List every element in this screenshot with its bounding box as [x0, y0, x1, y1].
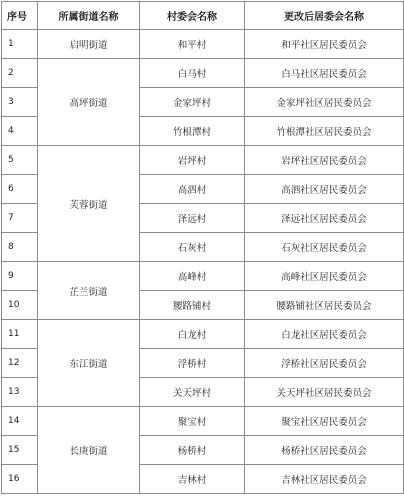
row-index: 12 [2, 349, 38, 378]
table-row [2, 262, 404, 291]
row-index: 5 [2, 146, 38, 175]
table-row [2, 30, 404, 59]
village-name: 腰路铺村 [140, 291, 245, 320]
row-index: 2 [2, 59, 38, 88]
row-index: 8 [2, 233, 38, 262]
street-name: 高坪街道 [38, 59, 140, 146]
row-index: 4 [2, 117, 38, 146]
header-row [2, 2, 404, 30]
committee-name: 杨桥社区居民委员会 [245, 436, 404, 465]
committee-name: 高峰社区居民委员会 [245, 262, 404, 291]
table-body [2, 30, 404, 494]
row-index: 14 [2, 407, 38, 436]
committee-name: 白马社区居民委员会 [245, 59, 404, 88]
village-name: 高泗村 [140, 175, 245, 204]
committee-name: 关天坪社区居民委员会 [245, 378, 404, 407]
committee-name: 和平社区居民委员会 [245, 30, 404, 59]
row-index: 11 [2, 320, 38, 349]
header-street: 所属街道名称 [38, 2, 140, 30]
row-index: 6 [2, 175, 38, 204]
row-index: 15 [2, 436, 38, 465]
village-committee-table [1, 1, 404, 494]
committee-name: 聚宝社区居民委员会 [245, 407, 404, 436]
row-index: 3 [2, 88, 38, 117]
row-index: 13 [2, 378, 38, 407]
village-name: 关天坪村 [140, 378, 245, 407]
street-name: 芷兰街道 [38, 262, 140, 320]
village-name: 石灰村 [140, 233, 245, 262]
table-row [2, 407, 404, 436]
table-row [2, 320, 404, 349]
committee-name: 浮桥社区居民委员会 [245, 349, 404, 378]
row-index: 9 [2, 262, 38, 291]
village-name: 吉林村 [140, 465, 245, 494]
table-row [2, 146, 404, 175]
village-name: 聚宝村 [140, 407, 245, 436]
header-index: 序号 [2, 2, 38, 30]
street-name: 启明街道 [38, 30, 140, 59]
row-index: 16 [2, 465, 38, 494]
village-name: 杨桥村 [140, 436, 245, 465]
village-name: 白龙村 [140, 320, 245, 349]
village-name: 泽远村 [140, 204, 245, 233]
row-index: 7 [2, 204, 38, 233]
row-index: 10 [2, 291, 38, 320]
committee-name: 泽远社区居民委员会 [245, 204, 404, 233]
village-name: 白马村 [140, 59, 245, 88]
street-name: 东江街道 [38, 320, 140, 407]
village-name: 浮桥村 [140, 349, 245, 378]
header-village: 村委会名称 [140, 2, 245, 30]
committee-name: 腰路铺社区居民委员会 [245, 291, 404, 320]
row-index: 1 [2, 30, 38, 59]
table-row [2, 59, 404, 88]
committee-name: 岩坪社区居民委员会 [245, 146, 404, 175]
header-committee: 更改后居委会名称 [245, 2, 404, 30]
street-name: 长庚街道 [38, 407, 140, 494]
village-name: 竹根潭村 [140, 117, 245, 146]
committee-name: 白龙社区居民委员会 [245, 320, 404, 349]
village-name: 金家坪村 [140, 88, 245, 117]
committee-name: 高泗社区居民委员会 [245, 175, 404, 204]
street-name: 芙蓉街道 [38, 146, 140, 262]
committee-name: 竹根潭社区居民委员会 [245, 117, 404, 146]
village-name: 和平村 [140, 30, 245, 59]
committee-name: 金家坪社区居民委员会 [245, 88, 404, 117]
village-name: 岩坪村 [140, 146, 245, 175]
committee-name: 吉林社区居民委员会 [245, 465, 404, 494]
committee-name: 石灰社区居民委员会 [245, 233, 404, 262]
village-name: 高峰村 [140, 262, 245, 291]
